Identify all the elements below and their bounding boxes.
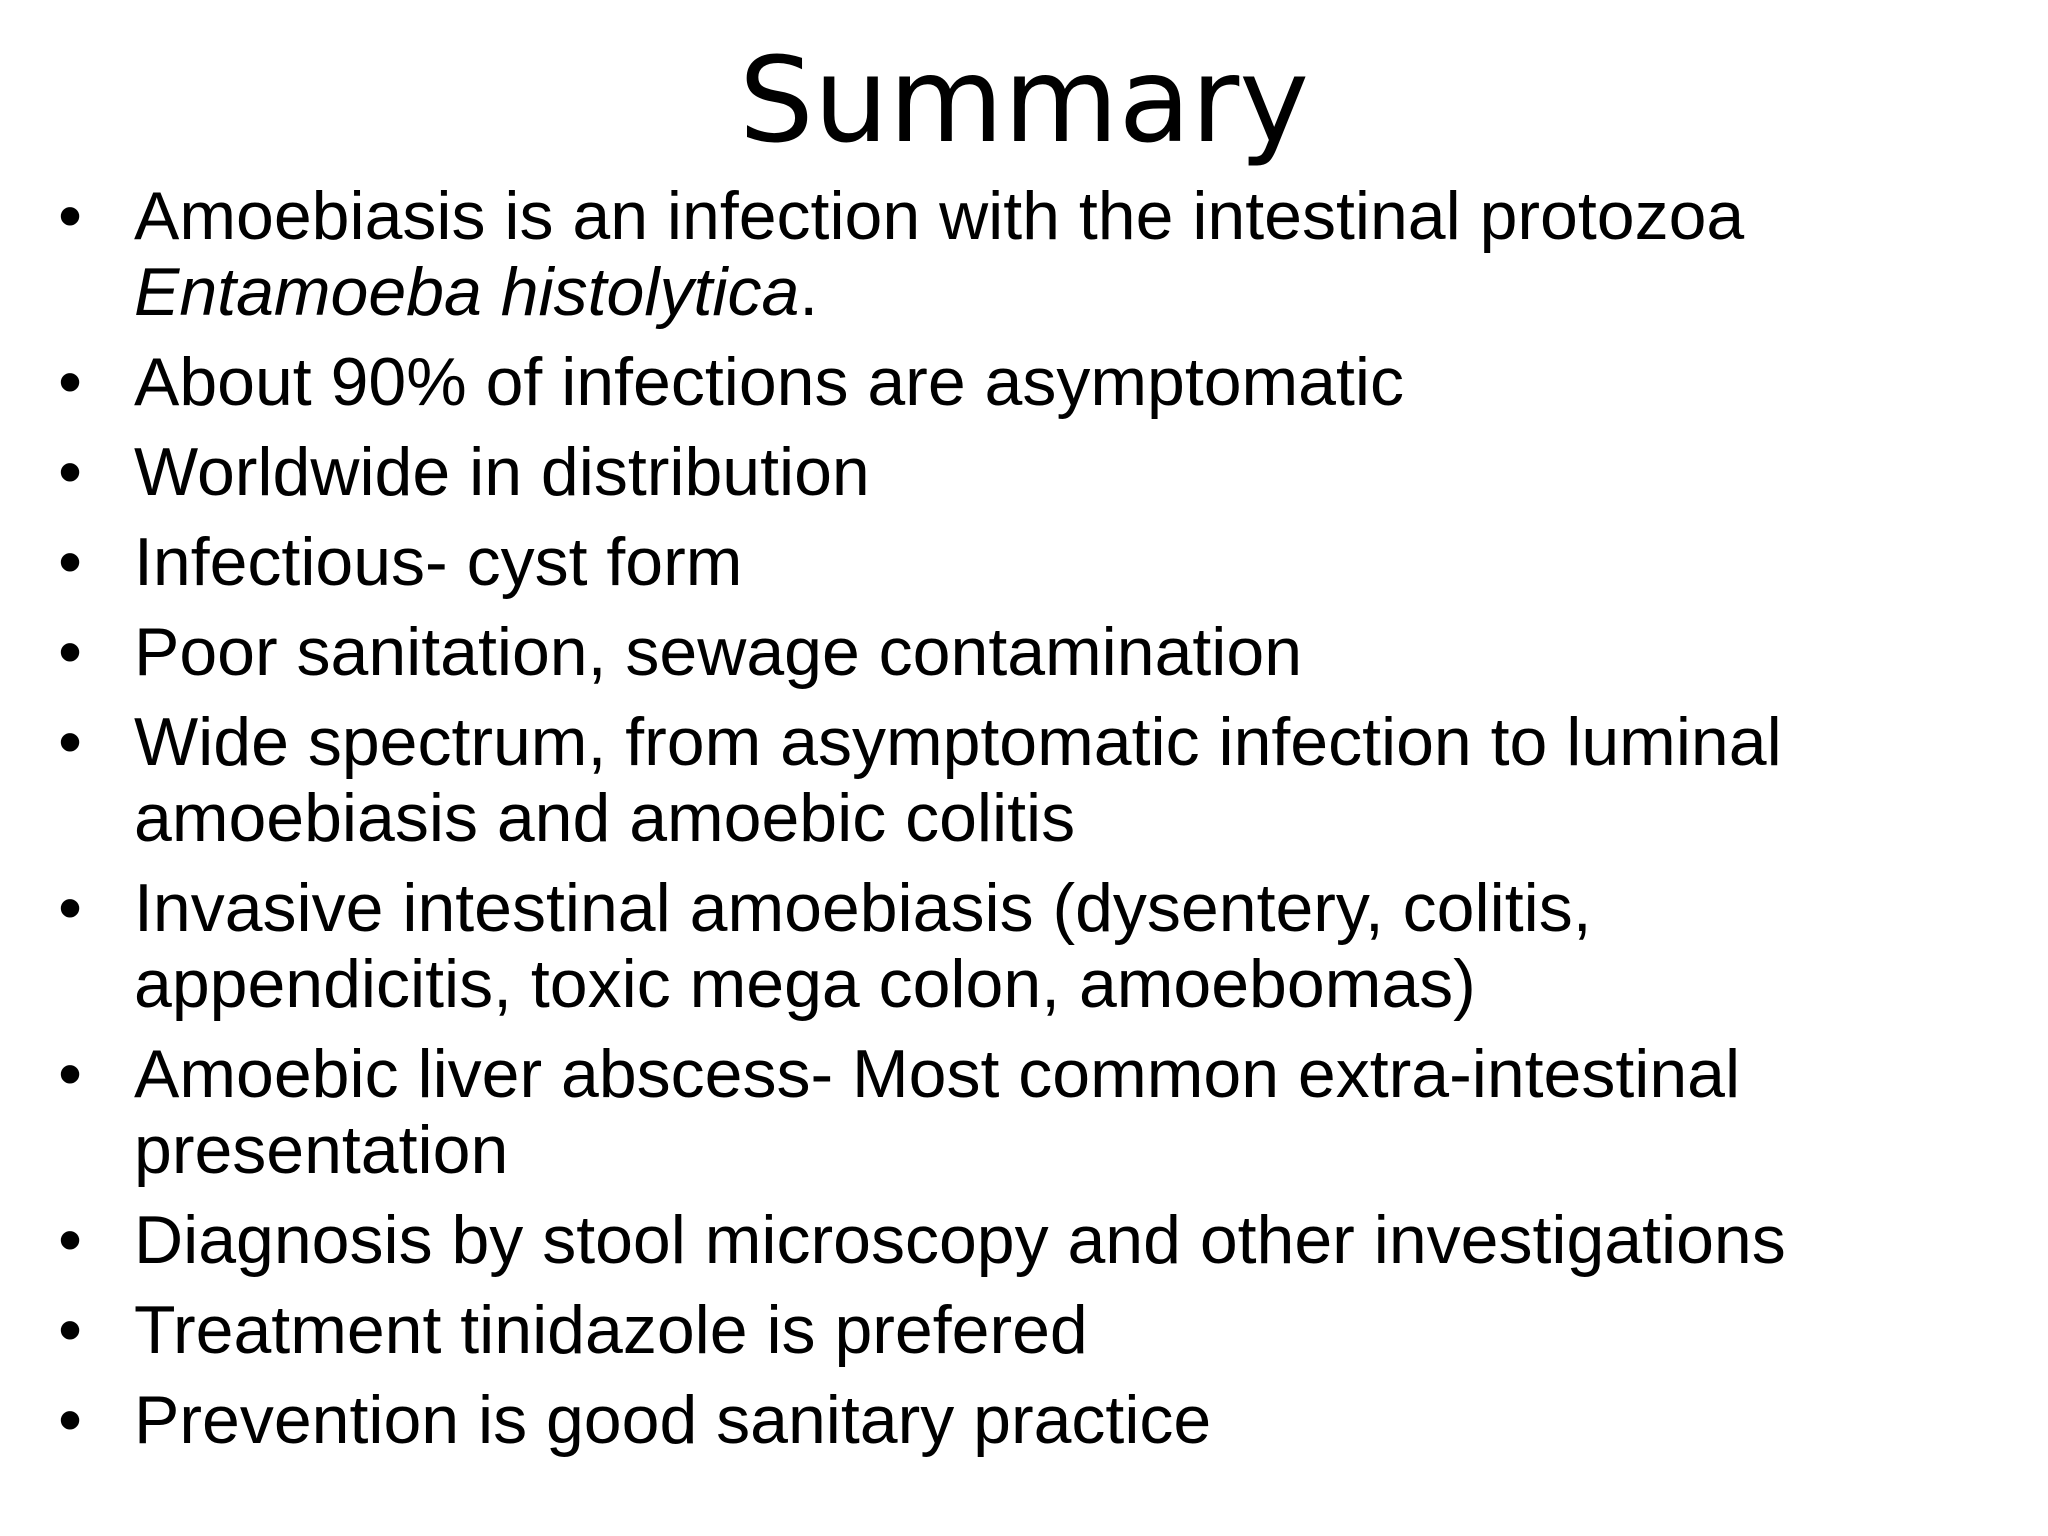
bullet-item-asymptomatic	[50, 344, 2010, 420]
bullet-icon: •	[58, 870, 82, 946]
bullet-text: Prevention is good sanitary practice	[134, 1382, 1212, 1458]
bullet-text: Infectious- cyst form	[134, 524, 743, 600]
bullet-icon: •	[58, 614, 82, 690]
bullet-icon: •	[58, 178, 82, 254]
bullet-icon: •	[58, 1036, 82, 1112]
bullet-text: About 90% of infections are asymptomatic	[134, 344, 1404, 420]
bullet-text-line-1: Amoebic liver abscess- Most common extra-intestinal	[134, 1036, 1741, 1112]
bullet-item-sanitation	[50, 614, 2010, 690]
bullet-text-line-1: Amoebiasis is an infection with the intestinal protozoa	[134, 178, 1745, 254]
bullet-item-amoebiasis-definition	[50, 178, 2010, 330]
bullet-icon: •	[58, 434, 82, 510]
bullet-icon: •	[58, 524, 82, 600]
bullet-text: Worldwide in distribution	[134, 434, 870, 510]
bullet-item-liver-abscess	[50, 1036, 2010, 1188]
slide-title: Summary	[738, 31, 1310, 169]
bullet-text: Treatment tinidazole is prefered	[134, 1292, 1088, 1368]
sentence-period: .	[799, 254, 819, 330]
bullet-item-invasive	[50, 870, 2010, 1022]
bullet-icon: •	[58, 1292, 82, 1368]
bullet-text-line-1: Invasive intestinal amoebiasis (dysentery, colitis,	[134, 870, 1592, 946]
bullet-text-line-2: appendicitis, toxic mega colon, amoebomas)	[134, 946, 1476, 1022]
bullet-icon: •	[58, 704, 82, 780]
species-name: Entamoeba histolytica	[134, 254, 800, 330]
bullet-list	[50, 178, 2010, 1472]
bullet-text-line-2: presentation	[134, 1112, 509, 1188]
bullet-text: Diagnosis by stool microscopy and other investigations	[134, 1202, 1786, 1278]
bullet-icon: •	[58, 1202, 82, 1278]
bullet-item-infectious-form	[50, 524, 2010, 600]
bullet-text-line-2	[134, 254, 2010, 330]
bullet-item-distribution	[50, 434, 2010, 510]
bullet-icon: •	[58, 1382, 82, 1458]
bullet-item-prevention	[50, 1382, 2010, 1458]
bullet-item-treatment	[50, 1292, 2010, 1368]
bullet-item-diagnosis	[50, 1202, 2010, 1278]
bullet-text-line-2: amoebiasis and amoebic colitis	[134, 780, 1076, 856]
bullet-item-spectrum	[50, 704, 2010, 856]
bullet-icon: •	[58, 344, 82, 420]
bullet-text: Poor sanitation, sewage contamination	[134, 614, 1303, 690]
bullet-text-line-1: Wide spectrum, from asymptomatic infection to luminal	[134, 704, 1782, 780]
